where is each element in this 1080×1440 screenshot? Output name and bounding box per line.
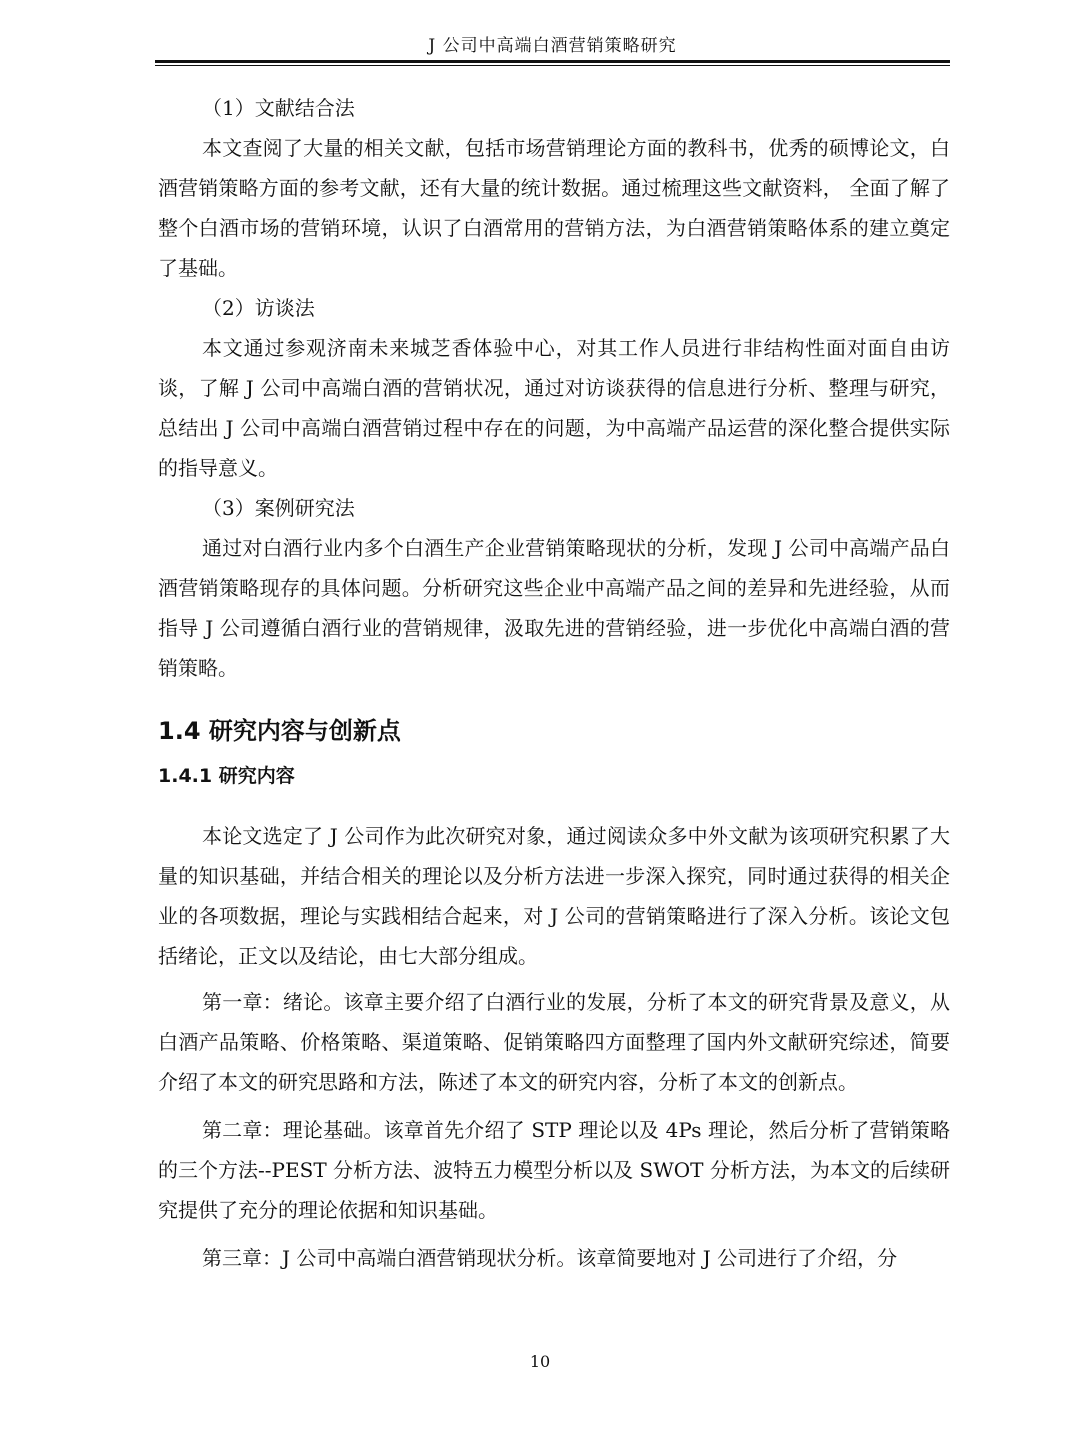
method3-title: （3）案例研究法 <box>202 496 355 520</box>
page-number: 10 <box>529 1352 551 1371</box>
method3-paragraph: 通过对白酒行业内多个白酒生产企业营销策略现状的分析，发现 J 公司中高端产品白酒营销策略现存的具体问题。分析研究这些企业中高端产品之间的差异和先进经验，从而指导 J 公司遵循白酒行业的营销规律，汲取先进的营销经验，进一步优化中高端白酒的营销策略。 <box>158 536 950 680</box>
chapter2-paragraph: 第二章：理论基础。该章首先介绍了 STP 理论以及 4Ps 理论，然后分析了营销策略的三个方法--PEST 分析方法、波特五力模型分析以及 SWOT 分析方法，为本文的后续研究提供了充分的理论依据和知识基础。 <box>158 1118 950 1222</box>
page-body <box>158 88 950 1278</box>
chapter3-paragraph: 第三章：J 公司中高端白酒营销现状分析。该章简要地对 J 公司进行了介绍，分 <box>202 1246 898 1270</box>
running-header: J 公司中高端白酒营销策略研究 <box>428 36 677 56</box>
chapter1-paragraph: 第一章：绪论。该章主要介绍了白酒行业的发展，分析了本文的研究背景及意义，从白酒产品策略、价格策略、渠道策略、促销策略四方面整理了国内外文献研究综述，简要介绍了本文的研究思路和方法，陈述了本文的研究内容，分析了本文的创新点。 <box>158 990 950 1094</box>
method1-title: （1）文献结合法 <box>202 96 355 120</box>
section-heading-1-4: 1.4 研究内容与创新点 <box>158 717 401 745</box>
method1-paragraph: 本文查阅了大量的相关文献，包括市场营销理论方面的教科书，优秀的硕博论文，白酒营销策略方面的参考文献，还有大量的统计数据。通过梳理这些文献资料， 全面了解了整个白酒市场的营销环境，认识了白酒常用的营销方法，为白酒营销策略体系的建立奠定了基础。 <box>158 136 950 280</box>
method2-paragraph: 本文通过参观济南未来城芝香体验中心，对其工作人员进行非结构性面对面自由访谈，了解 J 公司中高端白酒的营销状况，通过对访谈获得的信息进行分析、整理与研究，总结出 J 公司中高端白酒营销过程中存在的问题，为中高端产品运营的深化整合提供实际的指导意义。 <box>158 336 950 480</box>
method2-title: （2）访谈法 <box>202 296 315 320</box>
subsection-heading-1-4-1: 1.4.1 研究内容 <box>158 765 295 787</box>
header-rule-thick <box>155 60 950 63</box>
content-intro-paragraph: 本论文选定了 J 公司作为此次研究对象，通过阅读众多中外文献为该项研究积累了大量的知识基础，并结合相关的理论以及分析方法进一步深入探究，同时通过获得的相关企业的各项数据，理论与实践相结合起来，对 J 公司的营销策略进行了深入分析。该论文包括绪论，正文以及结论，由七大部分组成。 <box>158 824 950 968</box>
header-rule-thin <box>155 65 950 66</box>
